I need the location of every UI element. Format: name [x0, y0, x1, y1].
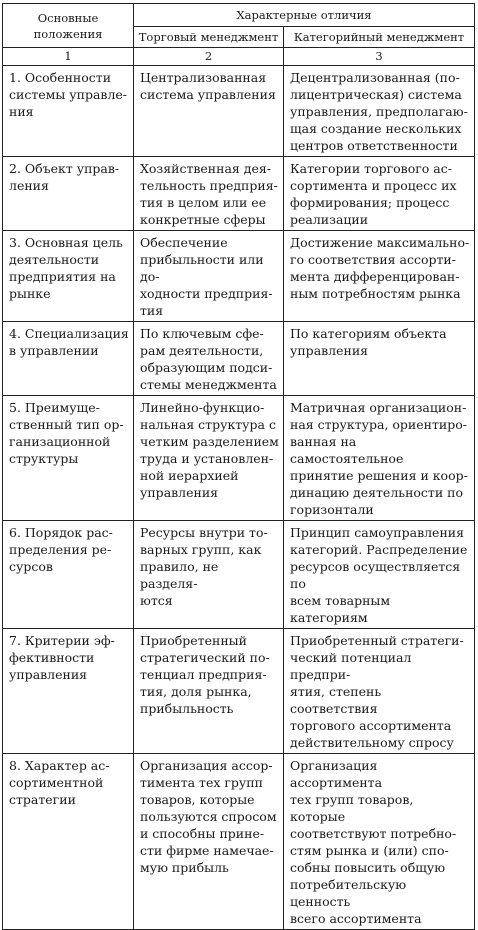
row-trade-management: По ключевым сфе- рам деятельности, образующим подси- стемы менеджмента [134, 322, 284, 396]
table-row [3, 754, 475, 930]
table-row [3, 66, 475, 157]
row-trade-management: Линейно-функцио- нальная структура с четким разделением труда и установлен- ной иерархией управления [134, 396, 284, 521]
row-position: 3. Основная цель деятельности предприятия на рынке [3, 231, 134, 322]
table-row [3, 521, 475, 629]
row-position: 7. Критерии эф- фективности управления [3, 629, 134, 754]
table-row [3, 629, 475, 754]
header-basic-positions: Основные положения [3, 4, 134, 48]
row-category-management: Организация ассортимента тех групп товаров, которые соответствуют потребно- стям рынка и (или) спо- собны повысить общую потребительскую ценность всего ассортимента [284, 754, 475, 930]
row-trade-management: Хозяйственная дея- тельность предприя- тия в целом или ее конкретные сферы [134, 157, 284, 231]
row-category-management: Принцип самоуправления категорий. Распределение ресурсов осуществляется по всем товарным категориям [284, 521, 475, 629]
row-category-management: По категориям объекта управления [284, 322, 475, 396]
column-number-3: 3 [284, 48, 475, 66]
column-number-2: 2 [134, 48, 284, 66]
row-position: 8. Характер ас- сортиментной стратегии [3, 754, 134, 930]
row-trade-management: Организация ассор- тимента тех групп товаров, которые пользуются спросом и способны прине- сти фирме намечае- мую прибыль [134, 754, 284, 930]
row-category-management: Матричная организацион- ная структура, ориентиро- ванная на самостоятельное принятие решения и коор- динацию деятельности по горизонтали [284, 396, 475, 521]
row-trade-management: Централизованная система управления [134, 66, 284, 157]
row-trade-management: Приобретенный стратегический по- тенциал предприя- тия, доля рынка, прибыльность [134, 629, 284, 754]
table-row [3, 396, 475, 521]
table-body [3, 66, 475, 930]
header-row-top [3, 4, 475, 27]
row-trade-management: Обеспечение прибыльности или до- ходности предприя- тия [134, 231, 284, 322]
row-position: 4. Специализация в управлении [3, 322, 134, 396]
row-category-management: Достижение максимально- го соответствия ассорти- мента дифференцирован- ным потребностям рынка [284, 231, 475, 322]
row-position: 5. Преимуще- ственный тип ор- ганизационной структуры [3, 396, 134, 521]
table-row [3, 322, 475, 396]
row-position: 6. Порядок рас- пределения ре- сурсов [3, 521, 134, 629]
header-category-management: Категорийный менеджмент [284, 26, 475, 48]
table-header [3, 4, 475, 66]
header-trade-management: Торговый менеджмент [134, 26, 284, 48]
row-category-management: Приобретенный стратеги- ческий потенциал предпри- ятия, степень соответствия торгового ассортимента действительному спросу [284, 629, 475, 754]
row-category-management: Децентрализованная (по- лицентрическая) система управления, предполагаю- щая создание нескольких центров ответственности [284, 66, 475, 157]
row-position: 2. Объект управ- ления [3, 157, 134, 231]
table-row [3, 231, 475, 322]
column-number-1: 1 [3, 48, 134, 66]
row-position: 1. Особенности системы управле- ния [3, 66, 134, 157]
comparison-table [2, 3, 475, 930]
row-category-management: Категории торгового ас- сортимента и процесс их формирования; процесс реализации [284, 157, 475, 231]
row-trade-management: Ресурсы внутри то- варных групп, как правило, не разделя- ются [134, 521, 284, 629]
header-characteristic-differences: Характерные отличия [134, 4, 475, 27]
column-numbers-row [3, 48, 475, 66]
table-row [3, 157, 475, 231]
